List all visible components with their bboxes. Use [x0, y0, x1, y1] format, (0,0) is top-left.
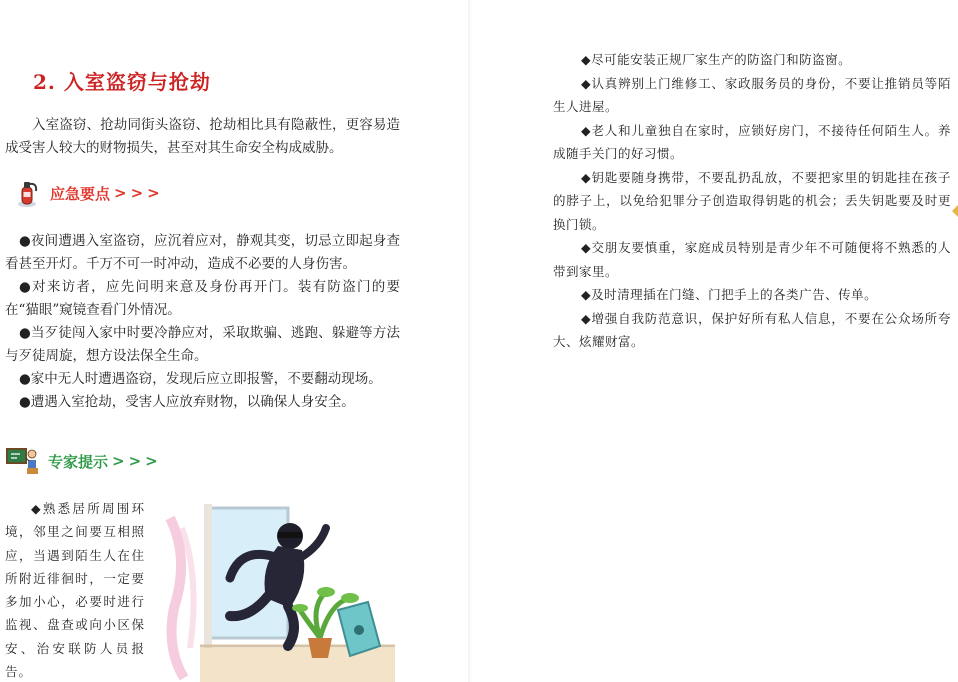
emergency-points-list [5, 230, 400, 414]
expert-tips-arrows: >>> [112, 452, 162, 470]
list-item: ●遭遇入室抢劫，受害人应放弃财物，以确保人身安全。 [19, 394, 355, 410]
list-item: ◆尽可能安装正规厂家生产的防盗门和防盗窗。 [581, 52, 852, 67]
diamond-bullet-icon: ◆ [31, 501, 43, 516]
diamond-bullet-icon: ◆ [581, 240, 592, 255]
diamond-bullet-icon: ◆ [581, 75, 592, 91]
right-page [470, 0, 958, 682]
list-item: ◆认真辨别上门维修工、家政服务员的身份，不要让推销员等陌生人进屋。 [553, 75, 951, 114]
bullet-icon: ● [19, 371, 31, 387]
list-item: ◆老人和儿童独自在家时，应锁好房门，不接待任何陌生人。养成随手关门的好习惯。 [553, 122, 951, 161]
list-item: ●夜间遭遇入室盗窃，应沉着应对，静观其变，切忌立即起身查看甚至开灯。千万不可一时冲动，造成不必要的人身伤害。 [5, 233, 401, 272]
emergency-points-arrows: >>> [114, 184, 164, 202]
intro-paragraph: 入室盗窃、抢劫同街头盗窃、抢劫相比具有隐蔽性，更容易造成受害人较大的财物损失，甚至对其生命安全构成威胁。 [5, 117, 400, 156]
expert-tips-header [6, 446, 162, 476]
bullet-icon: ● [19, 394, 31, 410]
diamond-bullet-icon: ◆ [581, 287, 592, 302]
list-item: ◆增强自我防范意识，保护好所有私人信息，不要在公众场所夸大、炫耀财富。 [553, 310, 951, 349]
expert-tips-label: 专家提示 [48, 452, 109, 471]
list-item: ◆交朋友要慎重，家庭成员特别是青少年不可随便将不熟悉的人带到家里。 [553, 240, 951, 279]
fire-extinguisher-icon [12, 178, 42, 208]
section-title: 2. 入室盗窃与抢劫 [33, 70, 211, 94]
diamond-bullet-icon: ◆ [581, 310, 592, 326]
diamond-bullet-icon: ◆ [581, 169, 592, 185]
left-page [0, 0, 470, 682]
page-edge-tab [952, 205, 958, 217]
list-item: ●对来访者，应先问明来意及身份再开门。装有防盗门的要在“猫眼”窥镜查看门外情况。 [5, 279, 401, 318]
expert-tips-list-left [5, 497, 145, 682]
list-item: ◆熟悉居所周围环境，邻里之间要互相照应，当遇到陌生人在住所附近徘徊时，一定要多加小心，必要时进行监视、盘查或向小区保安、治安联防人员报告。 [5, 501, 145, 680]
list-item: ●家中无人时遭遇盗窃，发现后应立即报警，不要翻动现场。 [19, 371, 382, 387]
teacher-blackboard-icon [6, 446, 40, 476]
diamond-bullet-icon: ◆ [581, 122, 592, 138]
expert-tips-list-right [553, 48, 951, 354]
list-item: ●当歹徒闯入家中时要冷静应对，采取欺骗、逃跑、躲避等方法与歹徒周旋，想方设法保全生命。 [5, 325, 401, 364]
bullet-icon: ● [19, 325, 31, 341]
bullet-icon: ● [19, 233, 31, 249]
bullet-icon: ● [19, 279, 33, 295]
list-item: ◆钥匙要随身携带，不要乱扔乱放，不要把家里的钥匙挂在孩子的脖子上，以免给犯罪分子创造取得钥匙的机会；丢失钥匙要及时更换门锁。 [553, 169, 951, 232]
diamond-bullet-icon: ◆ [581, 52, 592, 67]
emergency-points-header [12, 178, 164, 208]
burglar-climbing-window-illustration [160, 498, 400, 682]
list-item: ◆及时清理插在门缝、门把手上的各类广告、传单。 [581, 287, 878, 302]
emergency-points-label: 应急要点 [50, 184, 111, 203]
